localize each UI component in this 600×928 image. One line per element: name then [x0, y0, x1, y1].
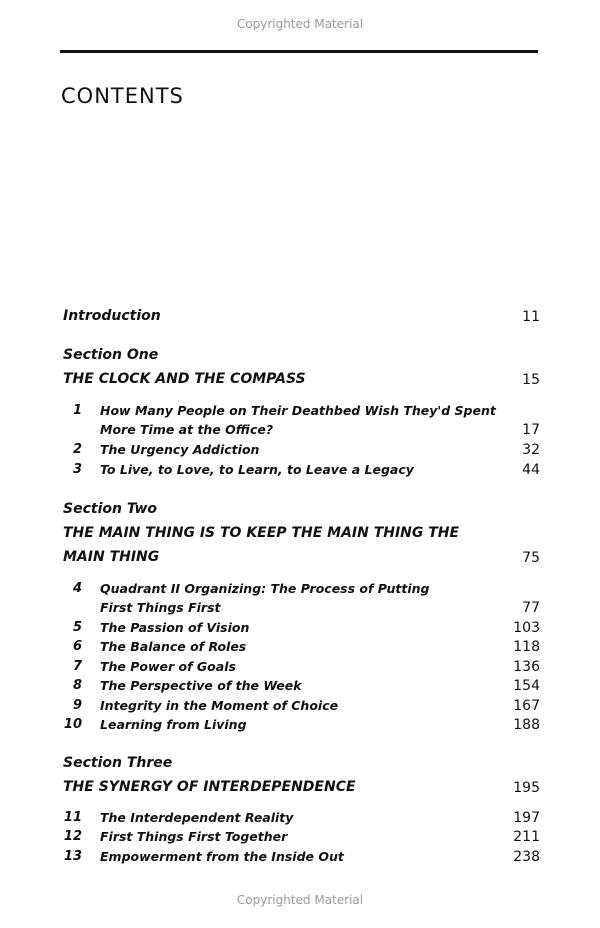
section-one-page: 15: [522, 372, 540, 388]
chapter-page: 197: [513, 810, 540, 826]
chapter-number: 2: [72, 442, 82, 457]
chapter-number: 12: [63, 829, 82, 844]
chapter-title[interactable]: How Many People on Their Deathbed Wish They'd Spent: [100, 403, 496, 418]
section-one-label: Section One: [63, 347, 159, 363]
chapter-title[interactable]: The Perspective of the Week: [100, 678, 302, 693]
toc-introduction-label[interactable]: Introduction: [63, 308, 161, 324]
chapter-page: 118: [513, 639, 540, 655]
section-two-heading-continued[interactable]: MAIN THING: [63, 549, 160, 565]
chapter-number: 5: [72, 620, 82, 635]
chapter-number: 10: [63, 717, 82, 732]
chapter-page: 17: [522, 422, 540, 438]
chapter-number: 13: [63, 849, 82, 864]
chapter-number: 6: [72, 639, 82, 654]
chapter-number: 11: [63, 810, 82, 825]
chapter-page: 167: [513, 698, 540, 714]
chapter-title[interactable]: First Things First Together: [100, 829, 288, 844]
chapter-number: 7: [72, 659, 82, 674]
chapter-title[interactable]: The Power of Goals: [100, 659, 236, 674]
section-two-page: 75: [522, 550, 540, 566]
chapter-page: 136: [513, 659, 540, 675]
chapter-title[interactable]: The Balance of Roles: [100, 639, 247, 654]
chapter-title[interactable]: Quadrant II Organizing: The Process of Putting: [100, 581, 430, 596]
chapter-title-continued[interactable]: First Things First: [100, 600, 221, 615]
chapter-title[interactable]: To Live, to Love, to Learn, to Leave a Legacy: [100, 462, 414, 477]
section-two-label: Section Two: [63, 501, 158, 517]
chapter-page: 77: [522, 600, 540, 616]
chapter-title[interactable]: Integrity in the Moment of Choice: [100, 698, 339, 713]
chapter-page: 103: [513, 620, 540, 636]
chapter-number: 9: [72, 698, 82, 713]
chapter-number: 8: [72, 678, 82, 693]
chapter-number: 3: [72, 462, 82, 477]
chapter-title[interactable]: The Interdependent Reality: [100, 810, 294, 825]
watermark-top: Copyrighted Material: [236, 17, 364, 31]
chapter-page: 32: [522, 442, 540, 458]
section-three-label: Section Three: [63, 755, 173, 771]
chapter-page: 238: [513, 849, 540, 865]
chapter-number: 1: [72, 403, 82, 418]
chapter-page: 188: [513, 717, 540, 733]
section-one-heading[interactable]: THE CLOCK AND THE COMPASS: [63, 371, 306, 387]
chapter-page: 211: [513, 829, 540, 845]
chapter-number: 4: [72, 581, 82, 596]
section-two-heading[interactable]: THE MAIN THING IS TO KEEP THE MAIN THING THE: [63, 525, 460, 541]
chapter-title[interactable]: Empowerment from the Inside Out: [100, 849, 344, 864]
chapter-title[interactable]: The Urgency Addiction: [100, 442, 260, 457]
chapter-title-continued[interactable]: More Time at the Office?: [100, 422, 274, 437]
page-title: CONTENTS: [61, 84, 184, 108]
chapter-page: 154: [513, 678, 540, 694]
toc-introduction-page: 11: [522, 309, 540, 325]
watermark-bottom: Copyrighted Material: [236, 893, 364, 907]
chapter-title[interactable]: Learning from Living: [100, 717, 247, 732]
chapter-title[interactable]: The Passion of Vision: [100, 620, 250, 635]
chapter-page: 44: [522, 462, 540, 478]
section-three-heading[interactable]: THE SYNERGY OF INTERDEPENDENCE: [63, 779, 356, 795]
section-three-page: 195: [513, 780, 540, 796]
